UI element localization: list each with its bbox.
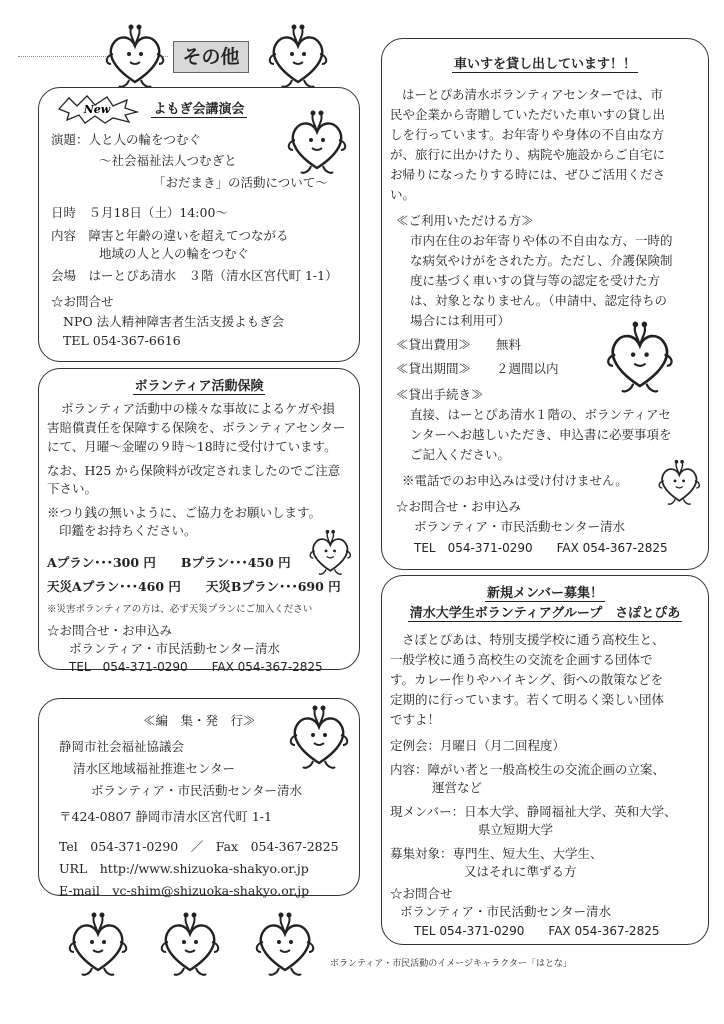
contact-tel-fax: TEL 054-371-0290 FAX 054-367-2825: [414, 924, 660, 938]
contact-org: ボランティア・市民活動センター清水: [400, 904, 612, 919]
members-text: 一般学校に通う高校生の交流を企画する団体で: [390, 652, 653, 667]
contact-org: ボランティア・市民活動センター清水: [414, 519, 626, 534]
lecture-content-sub: 地域の人と人の輪をつむぐ: [99, 246, 250, 261]
members-text: さぽとぴあは、特別支援学校に通う高校生と、: [402, 632, 665, 647]
editor-title: ≪編 集・発 行≫: [143, 713, 256, 728]
plan-prices: Aプラン･･･300 円 Bプラン･･･450 円: [47, 555, 291, 570]
insurance-notice: なお、H25 から保険料が改定されましたのでご注意: [47, 463, 341, 478]
section-tab: その他: [173, 41, 249, 73]
insurance-change-note: ※つり銭の無いように、ご協力をお願いします。: [47, 505, 322, 520]
lecture-venue: 会場 はーとぴあ清水 ３階（清水区宮代町 1-1）: [51, 268, 338, 283]
wheelchair-text: が、旅行に出かけたり、病院や施設からご自宅に: [390, 147, 666, 162]
rental-period: ≪貸出期間≫ ２週間以内: [396, 361, 559, 376]
procedure-text: 直接、はーとぴあ清水１階の、ボランティアセ: [410, 407, 671, 422]
contact-tel-fax: TEL 054-371-0290 FAX 054-367-2825: [414, 541, 668, 555]
contact-tel-fax: TEL 054-371-0290 FAX 054-367-2825: [69, 660, 323, 674]
current-members-sub: 県立短期大学: [478, 822, 554, 837]
recruit-target-sub: 又はそれに準ずる方: [464, 864, 577, 879]
mascot-icon: [268, 24, 330, 90]
members-text: す。カレー作りやハイキング、街への散策などを: [390, 672, 664, 687]
contact-heading: ☆お問合せ・お申込み: [396, 499, 522, 514]
disaster-plan-note: ※災害ボランティアの方は、必ず天災プランにご加入ください: [47, 604, 313, 615]
members-text: 定期的に行っています。若くて明るく楽しい団体: [390, 692, 665, 707]
members-text: ですよ！: [390, 712, 441, 727]
wheelchair-text: 民や企業から寄贈していただいた車いすの貸し出: [390, 107, 666, 122]
address: 〒424-0807 静岡市清水区宮代町 1-1: [59, 809, 272, 824]
mascot-icon: [606, 321, 676, 395]
insurance-text: 害賠償責任を保障する保険を、ボランティアセンター: [47, 420, 346, 435]
wheelchair-text: お帰りになったりする時には、ぜひご活用くださ: [390, 167, 666, 182]
lecture-date: 日時 ５月18日（土）14:00～: [51, 205, 228, 220]
rental-procedure-heading: ≪貸出手続き≫: [396, 387, 484, 402]
insurance-title: ボランティア活動保険: [134, 379, 264, 394]
new-badge: New: [83, 103, 111, 116]
mascot-icon: [287, 110, 349, 176]
group-name: 清水大学生ボランティアグループ さぽとぴあ: [409, 606, 681, 621]
current-members: 現メンバー：日本大学、静岡福祉大学、英和大学、: [390, 804, 677, 819]
publisher: 清水区地域福祉推進センター: [73, 761, 236, 776]
disaster-plan-prices: 天災Aプラン･･･460 円 天災Bプラン･･･690 円: [47, 579, 341, 594]
lecture-topic-sub: ～社会福祉法人つむぎと: [99, 153, 237, 168]
insurance-text: にて、月曜～金曜の９時～18時に受付けています。: [47, 439, 337, 454]
contact-heading: ☆お問合せ: [51, 294, 114, 309]
publisher: ボランティア・市民活動センター清水: [91, 783, 303, 798]
activity-content-sub: 運営など: [432, 780, 483, 795]
insurance-seal-note: 印鑑をお持ちください。: [59, 523, 197, 538]
procedure-text: ご記入ください。: [410, 447, 511, 462]
wheelchair-box: [381, 38, 709, 570]
eligible-heading: ≪ご利用いただける方≫: [396, 213, 534, 228]
email-link[interactable]: E-mail vc-shim@shizuoka-shakyo.or.jp: [59, 883, 310, 898]
insurance-text: ボランティア活動中の様々な事故によるケガや損: [61, 401, 335, 416]
mascot-icon: [255, 912, 317, 978]
contact-tel: TEL 054-367-6616: [63, 333, 181, 348]
lecture-topic: 演題：人と人の輪をつむぐ: [51, 132, 202, 147]
mascot-caption: ボランティア・市民活動のイメージキャラクター「はとな」: [330, 959, 572, 969]
lecture-topic-sub: 「おだまき」の活動について～: [153, 175, 328, 190]
procedure-text: ンターへお越しいただき、申込書に必要事項を: [410, 427, 672, 442]
recruit-target: 募集対象：専門生、短大生、大学生、: [390, 846, 603, 861]
rental-fee: ≪貸出費用≫ 無料: [396, 337, 522, 352]
wheelchair-title: 車いすを貸し出しています！！: [453, 57, 636, 72]
contact-heading: ☆お問合せ・お申込み: [47, 623, 173, 638]
publisher: 静岡市社会福祉協議会: [59, 739, 185, 754]
mascot-icon: [289, 705, 351, 771]
contact-heading: ☆お問合せ: [390, 886, 453, 901]
lecture-content: 内容 障害と年齢の違いを超えてつながる: [51, 228, 289, 243]
insurance-box: [38, 368, 360, 674]
tel-fax: Tel 054-371-0290 ／ Fax 054-367-2825: [59, 839, 339, 854]
new-members-box: [381, 575, 709, 945]
wheelchair-text: しを行っています。お年寄りや身体の不自由な方: [390, 127, 665, 142]
insurance-notice: 下さい。: [47, 481, 98, 496]
wheelchair-text: はーとぴあ清水ボランティアセンターでは、市: [402, 87, 663, 102]
eligible-text: な病気やけがをされた方。ただし、介護保険制: [410, 253, 673, 268]
editor-box: [38, 698, 360, 896]
contact-org: ボランティア・市民活動センター清水: [69, 641, 281, 656]
activity-content: 内容：障がい者と一般高校生の交流企画の立案、: [390, 762, 666, 777]
eligible-text: は、対象となりません。（申請中、認定待ちの: [410, 293, 668, 308]
contact-org: NPO 法人精神障害者生活支援よもぎ会: [63, 314, 285, 329]
mascot-icon: [309, 529, 353, 577]
mascot-icon: [68, 912, 130, 978]
meeting-schedule: 定例会：月曜日（月二回程度）: [390, 738, 566, 753]
phone-not-accepted-note: ※電話でのお申込みは受け付けません。: [402, 473, 628, 488]
yomogi-title: よもぎ会講演会: [153, 102, 245, 117]
mascot-icon: [658, 459, 702, 507]
eligible-text: 度に基づく車いすの貸与等の認定を受けた方: [410, 273, 661, 288]
wheelchair-text: い。: [390, 187, 416, 202]
mascot-icon: [160, 912, 222, 978]
eligible-text: 市内在住のお年寄りや体の不自由な方、一時的: [410, 233, 673, 248]
mascot-icon: [105, 24, 167, 90]
yomogi-lecture-box: [38, 87, 360, 362]
eligible-text: 場合には利用可）: [410, 313, 511, 328]
members-title: 新規メンバー募集！: [486, 586, 604, 601]
url-link[interactable]: URL http://www.shizuoka-shakyo.or.jp: [59, 861, 309, 876]
